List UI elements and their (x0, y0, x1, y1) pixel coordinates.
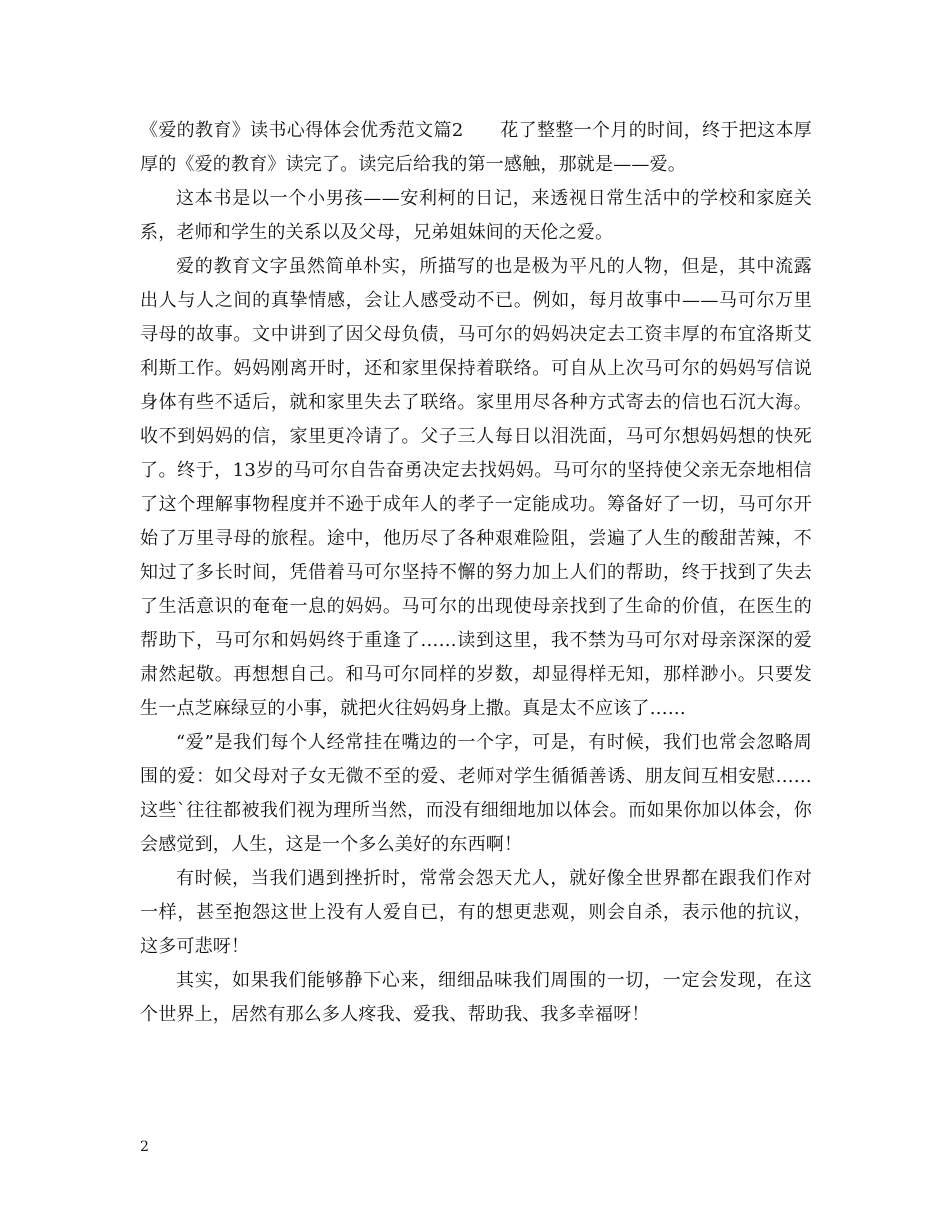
paragraph-setbacks: 有时候，当我们遇到挫折时，常常会怨天尤人，就好像全世界都在跟我们作对一样，甚至抱怨这世上没有人爱自已，有的想更悲观，则会自杀，表示他的抗议，这多可悲呀！ (140, 868, 812, 957)
paragraph-title-intro: 《爱的教育》读书心得体会优秀范文篇2 花了整整一个月的时间，终于把这本厚厚的《爱的教育》读完了。读完后给我的第一感触，那就是——爱。 (140, 120, 812, 175)
paragraph-love-everyday: “爱”是我们每个人经常挂在嘴边的一个字，可是，有时候，我们也常会忽略周围的爱：如父母对子女无微不至的爱、老师对学生循循善诱、朋友间互相安慰……这些`往往都被我们视为理所当然，而没有细细地加以体会。而如果你加以体会，你会感觉到，人生，这是一个多么美好的东西啊！ (140, 732, 812, 855)
paragraph-conclusion: 其实，如果我们能够静下心来，细细品味我们周围的一切，一定会发现，在这个世界上，居然有那么多人疼我、爱我、帮助我、我多幸福呀！ (140, 970, 812, 1025)
paragraph-book-summary: 这本书是以一个小男孩——安利柯的日记，来透视日常生活中的学校和家庭关系，老师和学生的关系以及父母，兄弟姐妹间的天伦之爱。 (140, 188, 812, 243)
paragraph-marco-story: 爱的教育文字虽然简单朴实，所描写的也是极为平凡的人物，但是，其中流露出人与人之间的真挚情感，会让人感受动不已。例如，每月故事中——马可尔万里寻母的故事。文中讲到了因父母负债，马可尔的妈妈决定去工资丰厚的布宜洛斯艾利斯工作。妈妈刚离开时，还和家里保持着联络。可自从上次马可尔的妈妈写信说身体有些不适后，就和家里失去了联络。家里用尽各种方式寄去的信也石沉大海。收不到妈妈的信，家里更冷请了。父子三人每日以泪洗面，马可尔想妈妈想的快死了。终于，13岁的马可尔自告奋勇决定去找妈妈。马可尔的坚持使父亲无奈地相信了这个理解事物程度并不逊于成年人的孝子一定能成功。筹备好了一切，马可尔开始了万里寻母的旅程。途中，他历尽了各种艰难险阻，尝遍了人生的酸甜苦辣，不知过了多长时间，凭借着马可尔坚持不懈的努力加上人们的帮助，终于找到了失去了生活意识的奄奄一息的妈妈。马可尔的出现使母亲找到了生命的价值，在医生的帮助下，马可尔和妈妈终于重逢了……读到这里，我不禁为马可尔对母亲深深的爱肃然起敬。再想想自己。和马可尔同样的岁数，却显得样无知，那样渺小。只要发生一点芝麻绿豆的小事，就把火往妈妈身上撒。真是太不应该了…… (140, 256, 812, 719)
page-number: 2 (140, 1139, 149, 1155)
document-body (140, 114, 812, 1032)
